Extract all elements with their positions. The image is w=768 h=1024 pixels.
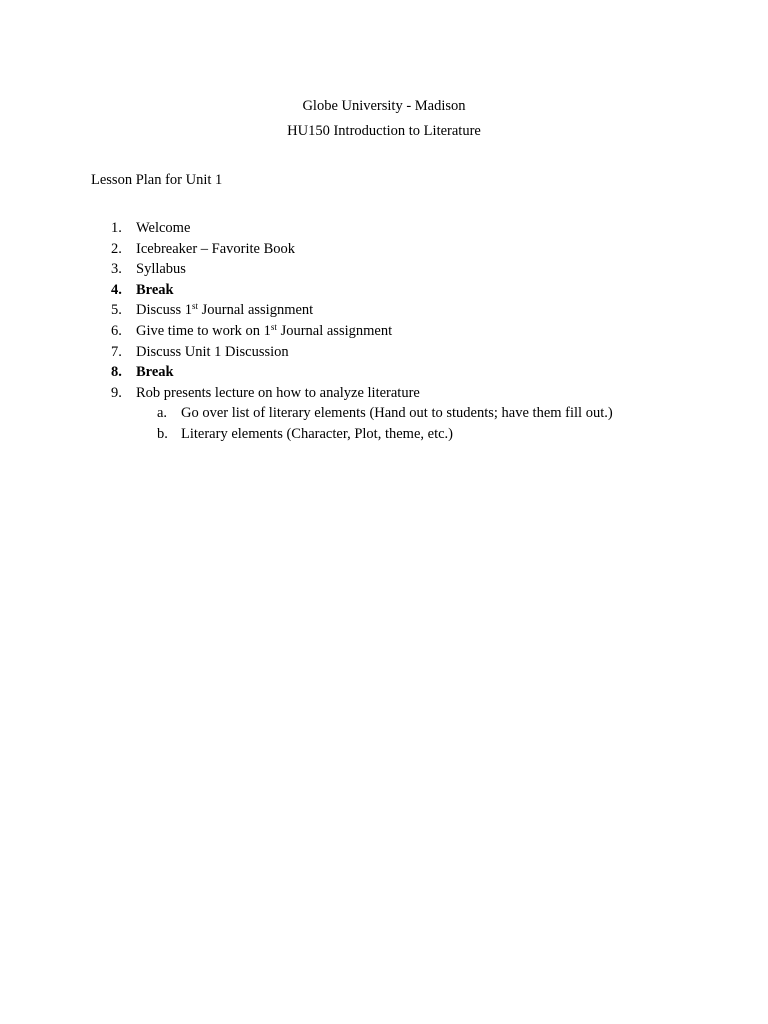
ordinal-suffix: st	[270, 321, 277, 332]
list-item-break	[0, 280, 768, 301]
list-item-text: Rob presents lecture on how to analyze literature	[136, 384, 420, 401]
list-item-number: 2.	[111, 240, 122, 257]
list-item-number: 3.	[111, 261, 122, 278]
list-item-break	[0, 362, 768, 383]
list-item-number: 9.	[111, 384, 122, 401]
list-item-text: Discuss 1st Journal assignment	[136, 301, 314, 319]
list-item	[0, 342, 768, 363]
list-item-text: Discuss Unit 1 Discussion	[136, 343, 289, 360]
list-item-number: 5.	[111, 302, 122, 319]
sub-list-item-letter: a.	[157, 405, 168, 422]
lesson-plan-list	[0, 218, 768, 445]
list-item-number: 7.	[111, 343, 122, 360]
sub-list-item-text: Go over list of literary elements (Hand out to students; have them fill out.)	[181, 405, 613, 422]
list-item-number: 8.	[111, 364, 122, 381]
sub-list-item	[0, 424, 768, 445]
list-item	[0, 300, 768, 321]
course-title: HU150 Introduction to Literature	[287, 123, 481, 139]
list-item-number: 6.	[111, 322, 122, 339]
list-item	[0, 321, 768, 342]
ordinal-suffix: st	[192, 301, 199, 312]
list-item-text: Break	[136, 281, 174, 298]
list-item-text: Give time to work on 1st Journal assignment	[136, 321, 393, 339]
list-item-text: Icebreaker – Favorite Book	[136, 240, 296, 257]
sub-list-item-text: Literary elements (Character, Plot, theme, etc.)	[181, 425, 453, 442]
sub-list-item	[0, 403, 768, 424]
lesson-plan-title: Lesson Plan for Unit 1	[91, 172, 223, 188]
list-item-text: Welcome	[136, 220, 191, 236]
list-item-text: Break	[136, 364, 174, 381]
institution-name: Globe University - Madison	[302, 98, 466, 114]
list-item	[0, 218, 768, 239]
list-item	[0, 259, 768, 280]
list-item	[0, 239, 768, 260]
sub-list-item-letter: b.	[157, 425, 168, 442]
list-item-number: 4.	[111, 281, 122, 298]
list-item-text: Syllabus	[136, 261, 186, 278]
list-item-number: 1.	[111, 220, 122, 236]
list-item	[0, 383, 768, 404]
